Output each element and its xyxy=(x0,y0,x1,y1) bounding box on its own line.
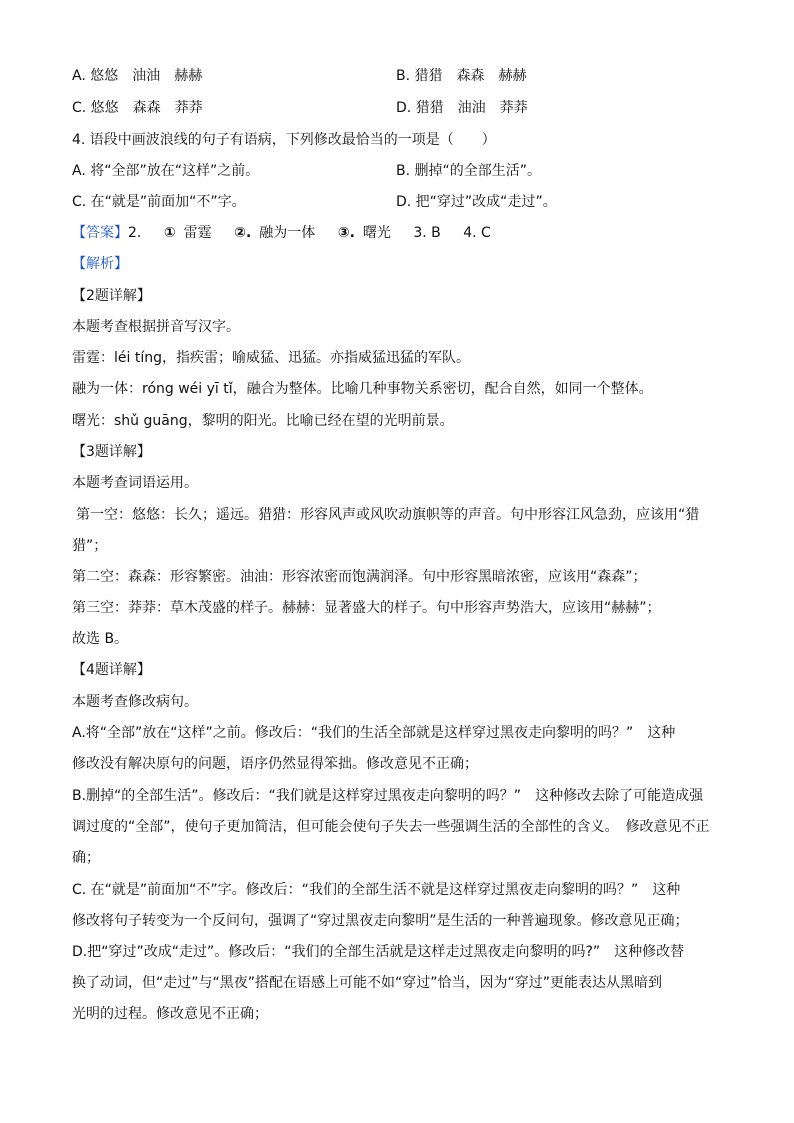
detail-4-intro: 本题考查修改病句。 xyxy=(72,694,198,710)
detail-4-b-line-1: B.删掉“的全部生活”。修改后：“我们就是这样穿过黑夜走向黎明的吗？” 这种修改去除了可能造成强 xyxy=(72,788,704,804)
detail-2-intro: 本题考查根据拼音写汉字。 xyxy=(72,319,240,335)
detail-4-b-line-3: 确； xyxy=(72,850,100,866)
detail-4-d-line-2: 换了动词，但“走过”与“黑夜”搭配在语感上可能不如“穿过”恰当，因为“穿过”更能表达从黑暗到 xyxy=(72,975,663,991)
q4-option-a: A. 将“全部”放在“这样”之前。 xyxy=(72,163,260,179)
q3-option-d: D. 猎猎 油油 莽莽 xyxy=(396,100,528,116)
answer-line xyxy=(72,223,491,243)
answer-q3: 3. B xyxy=(413,225,441,241)
detail-4-b-line-2: 调过度的“全部”，使句子更加简洁，但可能会使句子失去一些强调生活的全部性的含义。 修改意见不正 xyxy=(72,819,710,835)
q3-option-a: A. 悠悠 油油 赫赫 xyxy=(72,68,203,84)
detail-3-line-2: 第二空：森森：形容繁密。油油：形容浓密而饱满润泽。句中形容黑暗浓密，应该用“森森”； xyxy=(72,569,647,585)
answer-marker-3: ③. xyxy=(337,225,355,241)
answer-2: 融为一体 xyxy=(259,225,316,241)
q4-option-d: D. 把“穿过”改成“走过”。 xyxy=(396,194,557,210)
detail-4-c-line-2: 修改将句子转变为一个反问句，强调了“穿过黑夜走向黎明”是生活的一种普遍现象。修改意见正确； xyxy=(72,913,689,929)
detail-4-d-line-3: 光明的过程。修改意见不正确； xyxy=(72,1006,268,1022)
detail-3-line-1: 第一空：悠悠：长久；遥远。猎猎：形容风声或风吹动旗帜等的声音。句中形容江风急劲，应该用“猎 xyxy=(76,507,700,523)
answer-3: 曙光 xyxy=(362,225,391,241)
q4-option-c: C. 在“就是”前面加“不”字。 xyxy=(72,194,246,210)
detail-3-line-1-cont: 猎”； xyxy=(72,538,108,554)
answer-q2-number: 2. xyxy=(128,225,142,241)
answer-marker-2: ②. xyxy=(234,225,252,241)
q4-option-b: B. 删掉“的全部生活”。 xyxy=(396,163,542,179)
detail-2-title: 【2题详解】 xyxy=(72,288,151,304)
q3-option-b: B. 猎猎 森森 赫赫 xyxy=(396,68,527,84)
detail-3-title: 【3题详解】 xyxy=(72,444,151,460)
detail-2-line-1: 雷霆：léi tíng，指疾雷；喻威猛、迅猛。亦指威猛迅猛的军队。 xyxy=(72,350,470,366)
detail-3-intro: 本题考查词语运用。 xyxy=(72,475,198,491)
detail-4-d-line-1: D.把“穿过”改成“走过”。修改后：“我们的全部生活就是这样走过黑夜走向黎明的吗?” 这种修改替 xyxy=(72,944,685,960)
answer-marker-1: ① xyxy=(163,225,176,241)
detail-4-c-line-1: C. 在“就是”前面加“不”字。修改后：“我们的全部生活不就是这样穿过黑夜走向黎明的吗？” 这种 xyxy=(72,882,681,898)
detail-4-a-line-1: A.将“全部”放在“这样”之前。修改后：“我们的生活全部就是这样穿过黑夜走向黎明的吗？” 这种 xyxy=(72,725,676,741)
detail-2-line-3: 曙光：shǔ guāng，黎明的阳光。比喻已经在望的光明前景。 xyxy=(72,413,454,429)
q4-stem: 4. 语段中画波浪线的句子有语病，下列修改最恰当的一项是（ ） xyxy=(72,132,496,148)
answer-q4: 4. C xyxy=(463,225,491,241)
answer-1: 雷霆 xyxy=(183,225,212,241)
detail-3-conclusion: 故选 B。 xyxy=(72,631,129,647)
answer-tag: 【答案】 xyxy=(72,225,128,241)
analysis-tag: 【解析】 xyxy=(72,256,128,272)
q3-option-c: C. 悠悠 森森 莽莽 xyxy=(72,100,203,116)
detail-4-title: 【4题详解】 xyxy=(72,662,151,678)
detail-4-a-line-2: 修改没有解决原句的问题，语序仍然显得笨拙。修改意见不正确； xyxy=(72,756,478,772)
detail-3-line-3: 第三空：莽莽：草木茂盛的样子。赫赫：显著盛大的样子。句中形容声势浩大，应该用“赫赫”； xyxy=(72,600,661,616)
detail-2-line-2: 融为一体：róng wéi yī tǐ，融合为整体。比喻几种事物关系密切，配合自然，如同一个整体。 xyxy=(72,381,653,397)
